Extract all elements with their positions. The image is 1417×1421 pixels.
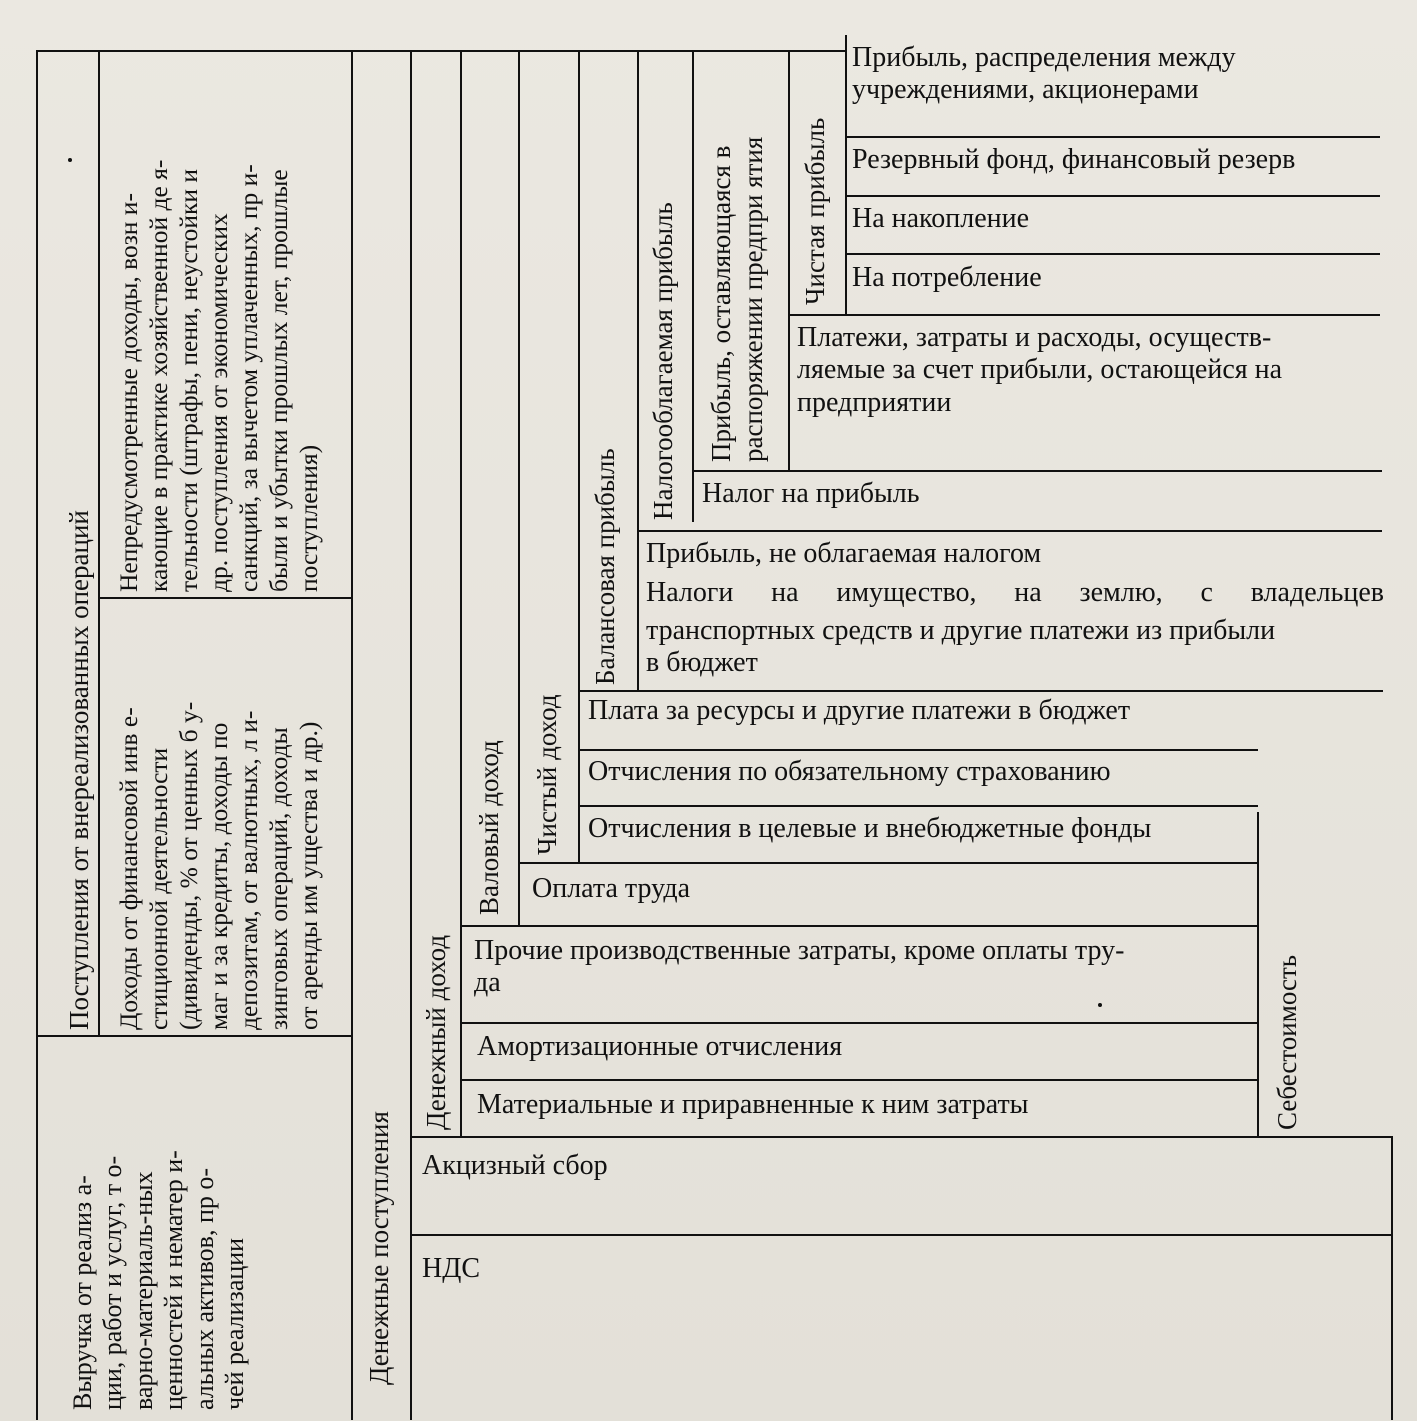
row-na-potreblenie: На потребление: [852, 262, 1042, 293]
label-nepredusm: Непредусмотренные доходы, возн и- кающие в практике хозяйственной де я- тельности (штрафы, пени, неустойки и др. поступления от экономических санкций, за вычетом уплаченных, пр и- были и убытки прошлых лет, прошлые поступления): [114, 159, 324, 592]
row-line: [460, 1079, 1258, 1081]
col-line: [518, 50, 520, 927]
col-line: [460, 50, 462, 1137]
table-border-right: [1391, 1136, 1393, 1420]
row-amortizatsiya: Амортизационные отчисления: [477, 1031, 843, 1062]
row-line: [845, 253, 1380, 255]
row-nalogi-na-imushchestvo: Налоги на имущество, на землю, с владельцев: [646, 577, 1384, 608]
col-line: [1257, 812, 1259, 1137]
row-na-nakoplenie: На накопление: [852, 203, 1030, 234]
row-platezhi-zatraty: Платежи, затраты и расходы, осуществ- ляемые за счет прибыли, остающейся на предприятии: [797, 322, 1283, 418]
row-line: [845, 195, 1380, 197]
row-prochie-zatraty: Прочие производственные затраты, кроме оплаты тру- да: [474, 935, 1125, 999]
row-line: [518, 862, 1258, 864]
row-line: [637, 530, 1382, 532]
row-line: [410, 1234, 1392, 1236]
row-line: [578, 749, 1258, 751]
row-oplata-truda: Оплата труда: [532, 873, 691, 904]
row-line: [578, 690, 1383, 692]
row-line: [460, 1022, 1258, 1024]
label-chistyi-dohod: Чистый доход: [532, 694, 562, 855]
label-denezhnyi-dohod: Денежный доход: [421, 934, 451, 1130]
row-line: [410, 1136, 1392, 1138]
col-line: [578, 50, 580, 862]
row-line: [98, 597, 352, 599]
col-line: [788, 50, 790, 472]
scan-mark: [68, 158, 72, 162]
row-line: [578, 805, 1258, 807]
row-line: [845, 136, 1380, 138]
row-nalog-na-pribyl: Налог на прибыль: [702, 478, 920, 509]
label-nalogooblagaemaya: Налогооблагаемая прибыль: [648, 202, 678, 520]
scan-mark: [1098, 1003, 1102, 1007]
row-materialnye-zatraty: Материальные и приравненные к ним затраты: [477, 1089, 1029, 1120]
row-pribyl-raspredeleniya: Прибыль, распределения между учреждениями, акционерами: [852, 42, 1236, 106]
label-valovoi-dohod: Валовый доход: [474, 740, 504, 915]
row-line: [692, 470, 1382, 472]
label-balansovaya: Балансовая прибыль: [590, 448, 620, 685]
row-aktsiznyi-sbor: Акцизный сбор: [422, 1150, 608, 1181]
col-line: [692, 50, 694, 522]
row-line: [790, 314, 1380, 316]
label-postupleniya: Поступления от внереализованных операций: [64, 510, 94, 1030]
label-sebestoimost: Себестоимость: [1272, 954, 1302, 1130]
row-transportnye-sredstva: транспортных средств и другие платежи из прибыли в бюджет: [646, 615, 1276, 679]
col-line: [845, 35, 847, 315]
label-vyruchka: Выручка от реализ а- ции, работ и услуг, т о- варно-материаль-ных ценностей и нематер и- альных активов, пр о- чей реализации: [68, 1150, 250, 1410]
row-plata-za-resursy: Плата за ресурсы и другие платежи в бюджет: [588, 695, 1131, 726]
row-rezervnyi-fond: Резервный фонд, финансовый резерв: [852, 144, 1296, 175]
row-line: [460, 925, 1258, 927]
label-denezhnye-postupleniya: Денежные поступления: [364, 1111, 394, 1385]
row-pribyl-ne-oblagaemaya: Прибыль, не облагаемая налогом: [646, 538, 1042, 569]
row-otchisleniya-strakhovanie: Отчисления по обязательному страхованию: [588, 756, 1111, 787]
col-line: [637, 50, 639, 692]
col-line: [351, 50, 353, 1420]
label-ostavlyayushayasya: Прибыль, оставляющаяся в распоряжении предпри ятия: [706, 136, 768, 462]
col-line: [410, 50, 412, 1420]
label-dohody-fin: Доходы от финансовой инв е- стиционной деятельности (дивиденды, % от ценных б у- маг и за кредиты, доходы по депозитам, от валютных, л и- зинговых операций, доходы от аренды им ущества и др.): [114, 701, 324, 1030]
row-otchisleniya-fondy: Отчисления в целевые и внебюджетные фонды: [588, 813, 1152, 844]
label-chistaya: Чистая прибыль: [800, 117, 830, 305]
table-border-left: [36, 50, 38, 1420]
row-nds: НДС: [422, 1253, 480, 1284]
col-line: [98, 50, 100, 1035]
